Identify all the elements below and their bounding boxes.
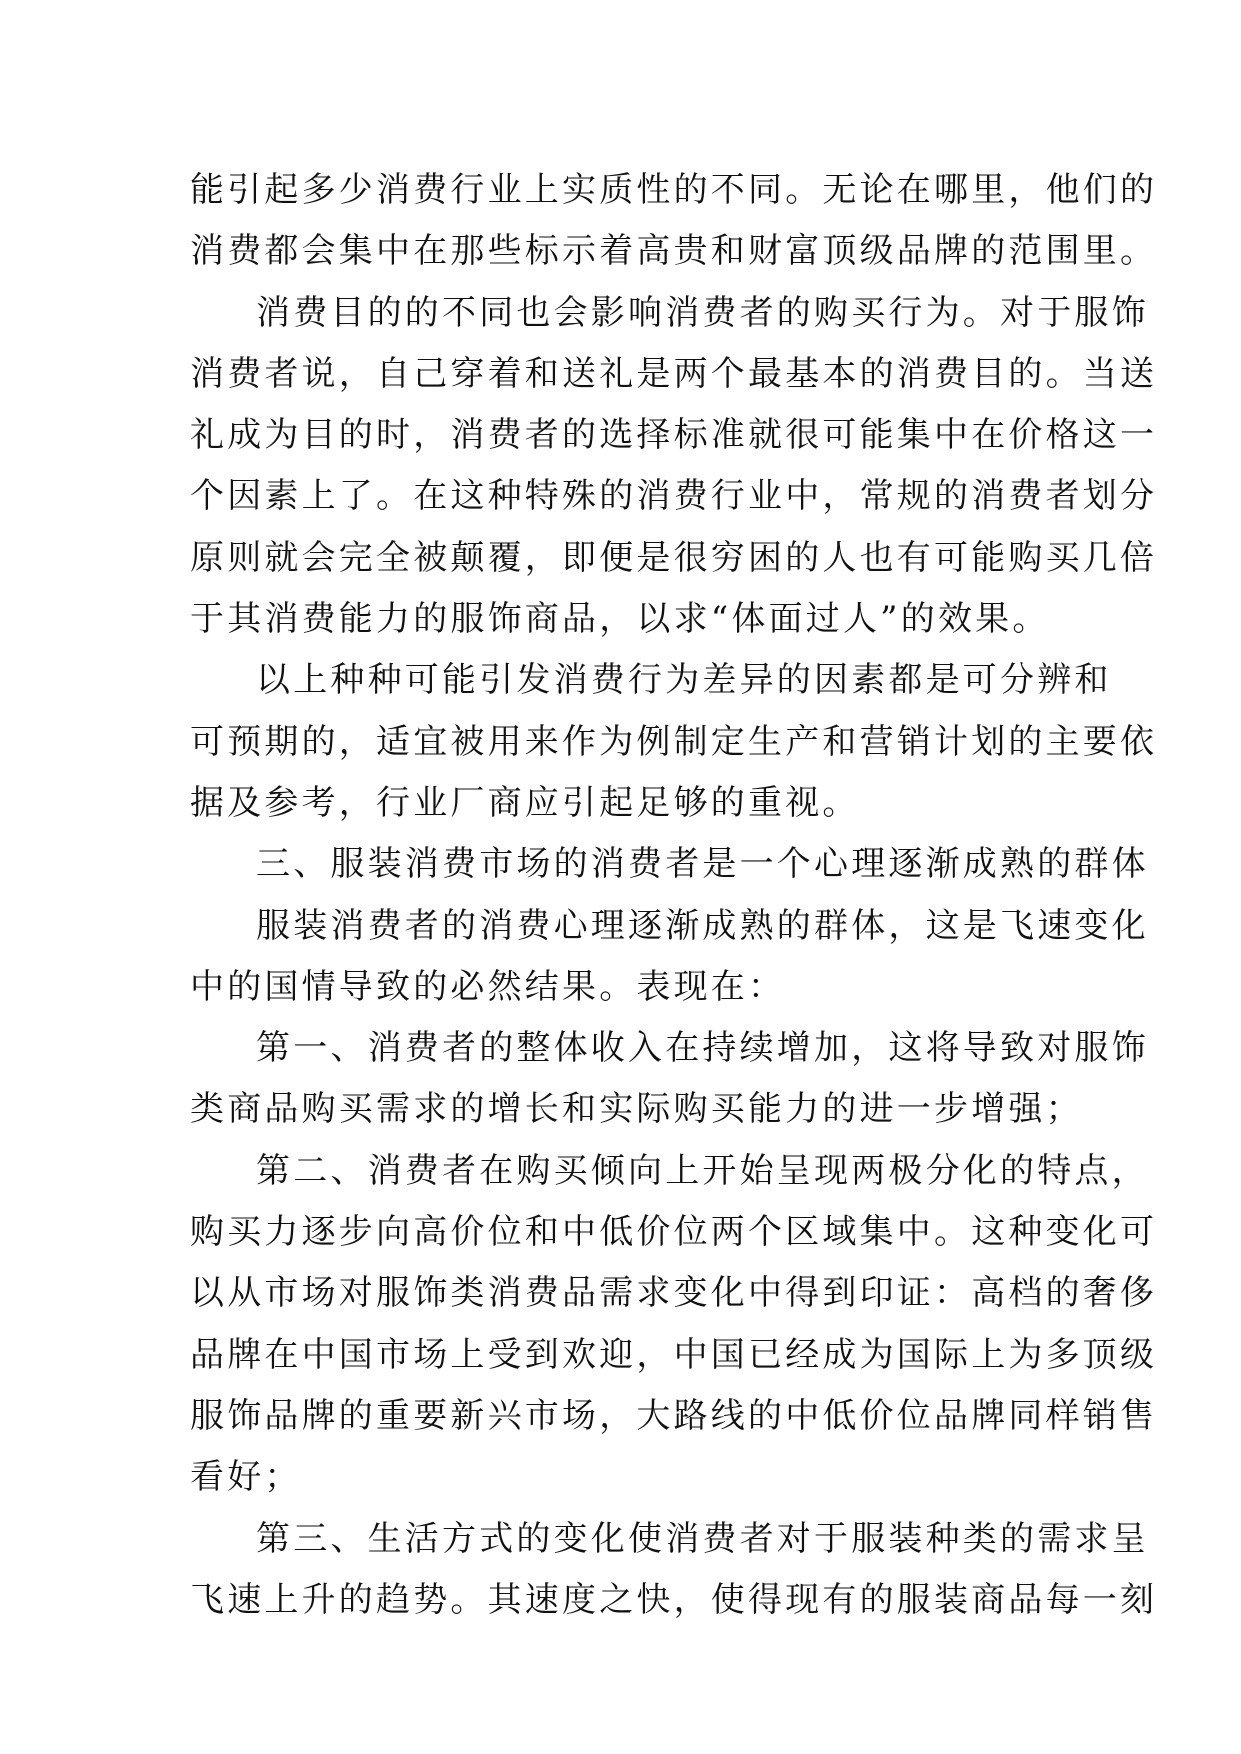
text-line: 类商品购买需求的增长和实际购买能力的进一步增强； <box>190 1089 1083 1130</box>
text-line: 礼成为目的时，消费者的选择标准就很可能集中在价格这一 <box>190 415 1158 456</box>
text-line: 品牌在中国市场上受到欢迎，中国已经成为国际上为多顶级 <box>190 1334 1158 1375</box>
text-line: 以从市场对服饰类消费品需求变化中得到印证：高档的奢侈 <box>190 1273 1158 1314</box>
text-line: 消费都会集中在那些标示着高贵和财富顶级品牌的范围里。 <box>190 231 1158 272</box>
text-line: 可预期的，适宜被用来作为例制定生产和营销计划的主要依 <box>190 721 1158 762</box>
text-line: 于其消费能力的服饰商品，以求“体面过人”的效果。 <box>190 599 1050 640</box>
text-line: 服饰品牌的重要新兴市场，大路线的中低价位品牌同样销售 <box>190 1395 1158 1436</box>
paragraph-start-line: 第二、消费者在购买倾向上开始呈现两极分化的特点， <box>256 1150 1149 1191</box>
text-line: 据及参考，行业厂商应引起足够的重视。 <box>190 782 860 823</box>
body-text <box>190 160 1158 1631</box>
text-line: 购买力逐步向高价位和中低价位两个区域集中。这种变化可 <box>190 1212 1158 1253</box>
section-heading: 三、服装消费市场的消费者是一个心理逐渐成熟的群体 <box>256 844 1149 885</box>
text-line: 看好； <box>190 1457 302 1498</box>
paragraph-start-line: 第一、消费者的整体收入在持续增加，这将导致对服饰 <box>256 1028 1149 1069</box>
text-line: 能引起多少消费行业上实质性的不同。无论在哪里，他们的 <box>190 170 1158 210</box>
text-line: 飞速上升的趋势。其速度之快，使得现有的服装商品每一刻 <box>190 1579 1158 1620</box>
paragraph-start-line: 服装消费者的消费心理逐渐成熟的群体，这是飞速变化 <box>256 905 1149 946</box>
paragraph-start-line: 以上种种可能引发消费行为差异的因素都是可分辨和 <box>256 660 1112 701</box>
text-line: 原则就会完全被颠覆，即便是很穷困的人也有可能购买几倍 <box>190 537 1158 578</box>
text-line: 消费者说，自己穿着和送礼是两个最基本的消费目的。当送 <box>190 353 1158 394</box>
paragraph-start-line: 第三、生活方式的变化使消费者对于服装种类的需求呈 <box>256 1518 1149 1559</box>
text-line: 个因素上了。在这种特殊的消费行业中，常规的消费者划分 <box>190 476 1158 517</box>
text-line: 中的国情导致的必然结果。表现在： <box>190 966 786 1007</box>
paragraph-start-line: 消费目的的不同也会影响消费者的购买行为。对于服饰 <box>256 292 1149 333</box>
